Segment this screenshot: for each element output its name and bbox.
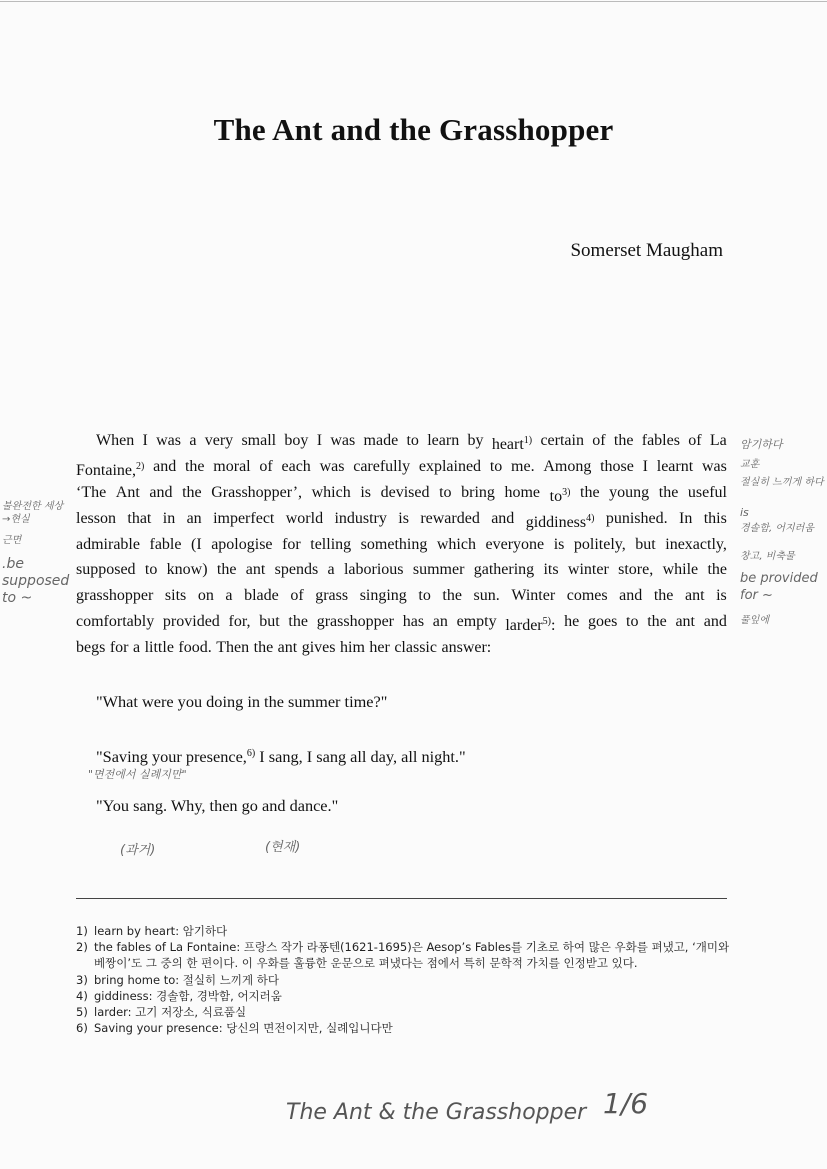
annotation-winter-store: 창고, 비축물 — [740, 551, 795, 562]
word: to — [626, 613, 639, 631]
word: was — [319, 457, 345, 475]
word: is — [360, 483, 371, 501]
word: laborious — [343, 561, 404, 579]
footnote-item — [76, 1020, 736, 1036]
word: When — [96, 432, 135, 449]
word: a — [132, 639, 141, 657]
footnote-item — [76, 923, 736, 939]
word: politely, — [573, 535, 626, 553]
page-edge-line — [0, 1, 827, 2]
word: $to^{3)}$ — [549, 486, 571, 505]
word: on — [197, 587, 214, 605]
word: fables — [641, 432, 680, 449]
footnote-marker: 3) — [562, 486, 571, 498]
word: the — [253, 639, 274, 657]
word: certain — [540, 432, 584, 449]
word: him — [340, 639, 365, 657]
annotation-be-provided-for: be provided for ~ — [740, 571, 818, 603]
word: telling — [310, 535, 352, 553]
word: lesson — [76, 509, 116, 527]
footnote-marker: 5) — [542, 616, 551, 628]
word: made — [363, 432, 399, 449]
footnote-item — [76, 988, 736, 1004]
word: Grasshopper’, — [211, 483, 303, 501]
annotation-bring-home-to: 절실히 느끼게 하다 — [740, 477, 824, 488]
footnote-item — [76, 939, 736, 971]
word: each — [281, 457, 311, 475]
word: the — [216, 561, 237, 579]
footnote-marker: 2) — [136, 460, 145, 472]
word: winter — [567, 561, 609, 579]
word: comfortably — [76, 613, 155, 631]
word: was — [156, 432, 182, 449]
word: imperfect — [213, 509, 275, 527]
annotation-industry: 근면 — [2, 535, 22, 546]
word: the — [707, 561, 727, 579]
word: the — [653, 587, 674, 605]
word: of — [290, 587, 304, 605]
word: world — [285, 509, 324, 527]
word: to — [439, 483, 452, 501]
story-paragraph — [76, 428, 727, 661]
word: Then — [216, 639, 250, 657]
word: the — [182, 483, 202, 501]
paragraph-line — [76, 557, 727, 583]
word: he — [564, 613, 580, 631]
word: those — [600, 457, 634, 475]
annotation-giddiness: 경솔함, 어지러움 — [740, 523, 814, 534]
annotation-past: (과거) — [120, 843, 156, 858]
annotation-be-supposed-to: .be supposed to ~ — [2, 556, 70, 606]
word: an — [186, 509, 202, 527]
paragraph-line — [76, 428, 727, 454]
word: home — [504, 483, 541, 501]
word: is — [553, 535, 565, 553]
footnote-text: the fables of La Fontaine: 프랑스 작가 라퐁텐(1621-1695)은 Aesop’s Fables를 기초로 하여 많은 우화를 펴냈고, ‘개미와 베짱이’도 그 중의 한 편이다. 이 우화를 훌륭한 운문으로 펴냈다는 점에서 특히 문학적 가치를 인정받고 있다. — [94, 940, 730, 971]
footnote-number: 6) — [76, 1021, 88, 1036]
word: I — [142, 432, 148, 449]
word: for — [109, 639, 129, 657]
word: provided — [162, 613, 220, 631]
word: answer: — [441, 639, 492, 657]
word: grasshopper — [76, 587, 154, 605]
word: sun. — [473, 587, 500, 605]
footnote-text: Saving your presence: 당신의 면전이지만, 실례입니다만 — [94, 1021, 393, 1036]
footnote-marker: 4) — [586, 512, 595, 524]
word: store, — [618, 561, 654, 579]
word: In — [679, 509, 693, 527]
word: to — [418, 587, 431, 605]
word: boy — [284, 432, 309, 449]
annotation-imperfect-world: 불완전한 세상→현실 — [2, 501, 64, 525]
word: spends — [274, 561, 319, 579]
word: to — [489, 457, 503, 475]
word: while — [662, 561, 699, 579]
word: ‘The — [76, 483, 107, 501]
word: and — [703, 613, 727, 631]
word: grasshopper — [316, 613, 394, 631]
word: larder$^{5)}$: — [505, 616, 556, 635]
word: for — [282, 535, 301, 553]
word: learn — [427, 432, 460, 449]
word: is — [398, 509, 409, 527]
word: Ant — [115, 483, 140, 501]
word: grass — [315, 587, 349, 605]
word: blade — [244, 587, 279, 605]
word: ant — [675, 613, 695, 631]
word: Among — [543, 457, 592, 475]
quote-ant-answer: "You sang. Why, then go and dance." — [96, 796, 339, 815]
word: a — [189, 432, 197, 449]
paragraph-line — [76, 532, 727, 558]
word: fable — [149, 535, 182, 553]
page-title: The Ant and the Grasshopper — [213, 112, 614, 147]
word: I — [316, 432, 323, 449]
word: the — [647, 613, 667, 631]
word: know) — [166, 561, 208, 579]
word: but — [259, 613, 280, 631]
word: supposed — [76, 561, 136, 579]
annotation-learn-by-heart: 암기하다 — [740, 438, 783, 451]
annotation-saving-your-presence: "면전에서 실례지만" — [88, 768, 187, 781]
word: that — [127, 509, 152, 527]
footnote-text: bring home to: 절실히 느끼게 하다 — [94, 972, 279, 987]
word: classic — [394, 639, 437, 657]
word: rewarded — [420, 509, 480, 527]
word: young — [609, 483, 650, 501]
word: little — [144, 639, 174, 657]
word: sits — [164, 587, 187, 605]
word: a — [225, 587, 233, 605]
word: to — [144, 561, 158, 579]
word: small — [241, 432, 277, 449]
word: heart$^{1)}$ — [491, 435, 533, 453]
word: by — [467, 432, 484, 449]
word: bring — [461, 483, 495, 501]
word: of — [259, 457, 273, 475]
word: the — [658, 483, 679, 501]
annotation-present: (현재) — [265, 840, 301, 855]
word: which — [436, 535, 476, 553]
quote-ant-question: "What were you doing in the summer time?" — [96, 692, 388, 711]
word: the — [184, 457, 205, 475]
footnote-item — [76, 1004, 736, 1020]
annotation-is: is — [740, 506, 749, 519]
paragraph-line — [76, 583, 727, 609]
word: everyone — [485, 535, 545, 553]
word: and — [149, 483, 173, 501]
word: punished. — [605, 509, 668, 527]
footnote-number: 3) — [76, 972, 88, 987]
word: industry — [334, 509, 387, 527]
word: something — [360, 535, 428, 553]
word: La — [709, 432, 727, 449]
paragraph-line — [76, 635, 727, 661]
word: her — [369, 639, 390, 657]
footnote-divider — [76, 898, 727, 899]
annotation-moral: 교훈 — [740, 459, 760, 470]
quote-grasshopper-reply: "Saving your presence,$^{6)}$ I sang, I sang all day, all night." — [96, 747, 466, 766]
word: was — [701, 457, 727, 475]
word: very — [204, 432, 234, 449]
word: moral — [213, 457, 251, 475]
footnote-text: learn by heart: 암기하다 — [94, 924, 228, 938]
word: begs — [76, 639, 106, 657]
word: ant — [245, 561, 266, 579]
word: ant — [684, 587, 705, 605]
word: Fontaine,$^{2)}$ — [76, 460, 145, 479]
word: admirable — [76, 535, 140, 553]
word: the — [580, 483, 600, 501]
word: food. — [178, 639, 212, 657]
word: was — [330, 432, 356, 449]
footnote-marker: 1) — [523, 435, 533, 446]
word: devised — [380, 483, 430, 501]
footnotes — [76, 923, 736, 1036]
footnote-number: 1) — [76, 924, 88, 938]
word: apologise — [211, 535, 273, 553]
word: gathering — [473, 561, 535, 579]
footnote-text: giddiness: 경솔함, 경박함, 어지러움 — [94, 988, 282, 1003]
word: and — [619, 587, 643, 605]
word: singing — [359, 587, 407, 605]
word: goes — [587, 613, 618, 631]
word: the — [613, 432, 634, 449]
paragraph-line — [76, 506, 727, 532]
word: (I — [191, 535, 202, 553]
word: of — [592, 432, 606, 449]
footnote-number: 4) — [76, 988, 88, 1003]
word: for, — [228, 613, 251, 631]
word: its — [543, 561, 559, 579]
footnote-text: larder: 고기 저장소, 식료품실 — [94, 1005, 247, 1020]
word: comes — [566, 587, 608, 605]
word: giddiness$^{4)}$ — [525, 512, 595, 531]
word: Winter — [511, 587, 556, 605]
word: summer — [412, 561, 465, 579]
footnote-number: 2) — [76, 940, 88, 955]
word: carefully — [353, 457, 411, 475]
word: inexactly, — [665, 535, 727, 553]
word: in — [162, 509, 176, 527]
word: this — [703, 509, 727, 527]
word: is — [716, 587, 727, 605]
word: explained — [418, 457, 482, 475]
page-number: 1/6 — [603, 1087, 649, 1120]
word: the — [442, 587, 462, 605]
word: ant — [277, 639, 298, 657]
annotation-blade-of-grass: 풀잎에 — [740, 615, 769, 626]
word: me. — [511, 457, 535, 475]
word: useful — [687, 483, 727, 501]
word: but — [635, 535, 656, 553]
footnote-item — [76, 972, 736, 988]
word: to — [406, 432, 419, 449]
word: and — [153, 457, 177, 475]
word: of — [688, 432, 702, 449]
footnote-number: 5) — [76, 1005, 88, 1020]
paragraph-line — [76, 609, 727, 635]
paragraph-line — [76, 454, 727, 480]
paragraph-line — [76, 480, 727, 506]
word: learnt — [656, 457, 694, 475]
word: has — [402, 613, 425, 631]
footer-handwritten-title: The Ant & the Grasshopper — [286, 1100, 587, 1125]
author-name: Somerset Maugham — [570, 240, 723, 261]
footnote-marker: 6) — [246, 748, 256, 759]
word: a — [327, 561, 335, 579]
word: empty — [456, 613, 497, 631]
word: the — [288, 613, 308, 631]
word: and — [491, 509, 515, 527]
word: I — [642, 457, 648, 475]
word: which — [311, 483, 351, 501]
word: an — [432, 613, 448, 631]
word: gives — [301, 639, 336, 657]
